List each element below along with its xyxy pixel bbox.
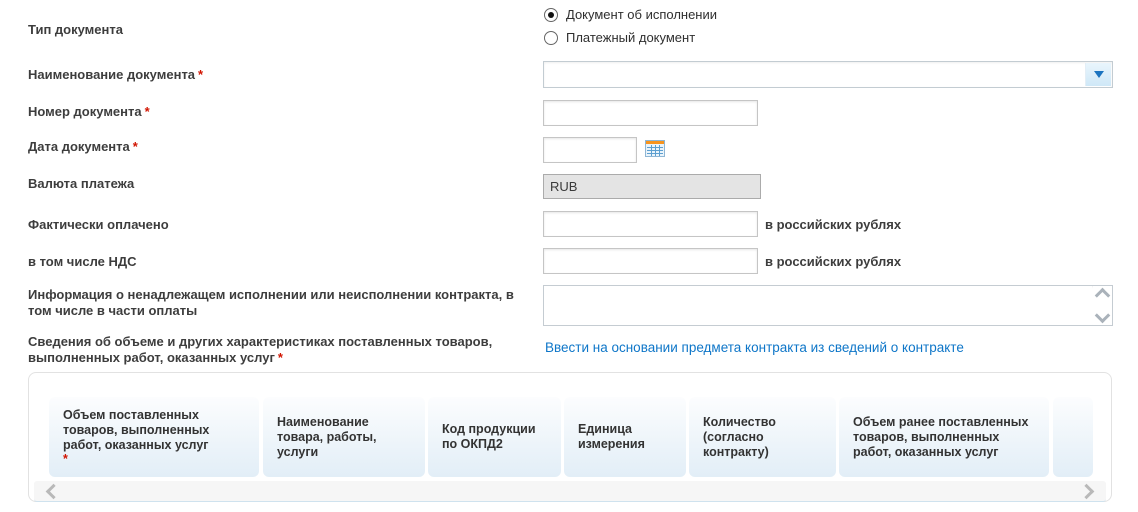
goods-table-panel [28, 372, 1112, 502]
currency-label-text: Валюта платежа [28, 176, 135, 191]
doc-name-select[interactable] [543, 61, 1113, 88]
required-marker: * [144, 104, 150, 119]
field-label-paid [28, 217, 533, 233]
table-header-volume-supplied [49, 397, 259, 477]
volume-info-label-text: Сведения об объеме и других характеристиках поставленных товаров, выполненных работ, оказанных услуг [28, 334, 493, 365]
calendar-button[interactable] [645, 140, 665, 157]
table-header-text: Код продукции по ОКПД2 [442, 422, 536, 451]
vat-amount-input[interactable] [543, 248, 758, 274]
table-header-unit [564, 397, 686, 477]
table-header-text: Единица измерения [578, 422, 645, 451]
radio-doc-execution[interactable] [544, 7, 717, 22]
chevron-down-icon [1094, 71, 1104, 78]
currency-field: RUB [543, 174, 761, 199]
improper-info-textarea[interactable] [544, 286, 1092, 325]
table-header-text: Наименование товара, работы, услуги [277, 414, 377, 459]
field-label-doc-type [28, 22, 533, 38]
radio-unselected-icon [544, 31, 558, 45]
doc-type-label-text: Тип документа [28, 22, 123, 37]
doc-date-label-text: Дата документа [28, 139, 130, 154]
field-label-volume-info [28, 334, 533, 366]
table-horizontal-scrollbar[interactable] [34, 481, 1106, 502]
paid-currency-suffix: в российских рублях [765, 217, 902, 232]
table-header-okpd2-code [428, 397, 561, 477]
scroll-down-icon[interactable] [1095, 308, 1111, 324]
vat-currency-suffix: в российских рублях [765, 254, 902, 269]
required-marker: * [277, 350, 283, 365]
radio-payment-doc-label: Платежный документ [566, 30, 696, 45]
table-header-quantity [689, 397, 836, 477]
field-label-currency [28, 176, 533, 192]
table-header-goods-name [263, 397, 425, 477]
radio-payment-doc[interactable] [544, 30, 695, 45]
textarea-scroll-strip [1093, 286, 1112, 325]
improper-info-textarea-wrap [543, 285, 1113, 326]
field-label-improper-info [28, 287, 533, 319]
required-marker: * [63, 452, 68, 466]
dropdown-button[interactable] [1085, 63, 1111, 86]
table-header-text: Количество (согласно контракту) [703, 414, 776, 459]
field-label-vat [28, 254, 533, 270]
doc-number-label-text: Номер документа [28, 104, 142, 119]
table-header-empty [1053, 397, 1093, 477]
field-label-doc-date [28, 139, 533, 155]
doc-date-input[interactable] [543, 137, 637, 163]
fill-from-contract-link[interactable]: Ввести на основании предмета контракта из сведений о контракте [545, 340, 964, 355]
field-label-doc-name [28, 67, 533, 83]
radio-selected-icon [544, 8, 558, 22]
scroll-left-icon[interactable] [46, 484, 62, 500]
scroll-right-icon[interactable] [1079, 484, 1095, 500]
paid-label-text: Фактически оплачено [28, 217, 169, 232]
paid-amount-input[interactable] [543, 211, 758, 237]
required-marker: * [132, 139, 138, 154]
doc-number-input[interactable] [543, 100, 758, 126]
field-label-doc-number [28, 104, 533, 120]
doc-name-label-text: Наименование документа [28, 67, 196, 82]
radio-doc-execution-label: Документ об исполнении [566, 7, 718, 22]
table-header-text: Объем поставленных товаров, выполненных работ, оказанных услуг [63, 408, 210, 452]
scroll-up-icon[interactable] [1095, 288, 1111, 304]
table-header-text: Объем ранее поставленных товаров, выполненных работ, оказанных услуг [853, 414, 1029, 459]
improper-info-label-text: Информация о ненадлежащем исполнении или неисполнении контракта, в том числе в части оплаты [28, 287, 514, 318]
table-header-volume-previous [839, 397, 1049, 477]
required-marker: * [198, 67, 204, 82]
calendar-icon [645, 140, 665, 157]
vat-label-text: в том числе НДС [28, 254, 137, 269]
